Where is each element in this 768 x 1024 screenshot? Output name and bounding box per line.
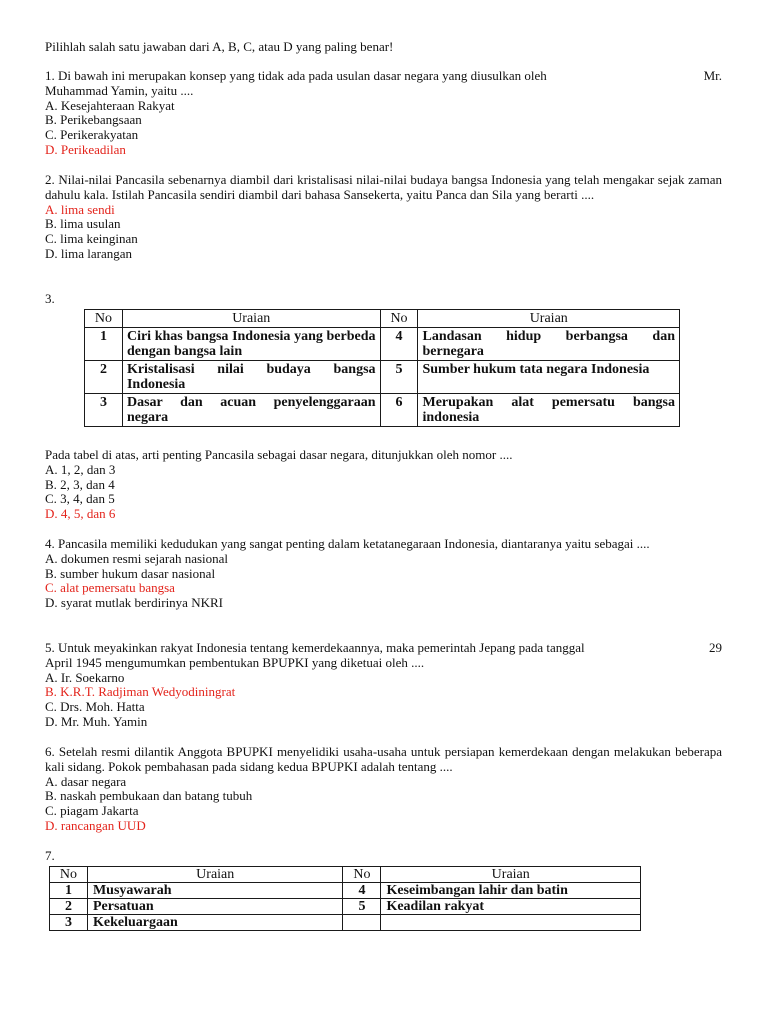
question-6 [45,745,722,834]
option-c: C. Perikerakyatan [45,127,139,143]
option-c: C. Drs. Moh. Hatta [45,699,145,715]
option-a: A. dasar negara [45,773,127,789]
option-d: D. syarat mutlak berdirinya NKRI [45,595,223,611]
table-header: No [343,867,381,883]
table-cell: 3 [50,915,88,931]
option-d: D. Mr. Muh. Yamin [45,713,148,729]
table-cell: Ciri khas bangsa Indonesia yang berbeda dengan bangsa lain [122,328,380,361]
table-header-row [85,310,680,328]
option-b: B. naskah pembukaan dan batang tubuh [45,788,253,804]
option-d: D. lima larangan [45,245,132,261]
table-cell: Dasar dan acuan penyelenggaraan negara [122,394,380,427]
question-4-text: 4. Pancasila memiliki kedudukan yang sangat penting dalam ketatanegaraan Indonesia, diantaranya yaitu sebagai .... [45,536,650,551]
option-b: B. sumber hukum dasar nasional [45,565,216,581]
table-cell: 5 [343,899,381,915]
option-c: C. piagam Jakarta [45,803,139,819]
table-cell: 1 [85,328,123,361]
table-cell: 4 [380,328,418,361]
table-row [50,899,641,915]
question-5-line1: 5. Untuk meyakinkan rakyat Indonesia tentang kemerdekaannya, maka pemerintah Jepang pada tanggal 29 [45,640,722,655]
table-cell: Musyawarah [87,883,343,899]
question-1 [45,69,722,158]
question-7-number: 7. [45,848,55,863]
table-header: No [380,310,418,328]
table-cell: Keseimbangan lahir dan batin [381,883,641,899]
table-cell: Kekeluargaan [87,915,343,931]
question-2 [45,173,722,262]
table-cell: Kristalisasi nilai budaya bangsa Indonesia [122,361,380,394]
question-1-line1: 1. Di bawah ini merupakan konsep yang tidak ada pada usulan dasar negara yang diusulkan oleh Mr. [45,68,722,83]
option-a: A. dokumen resmi sejarah nasional [45,550,229,566]
question-1-line2: Muhammad Yamin, yaitu .... [45,82,194,98]
question-4 [45,537,722,611]
table-cell: 2 [85,361,123,394]
question-3-table [84,309,680,427]
table-cell: Persatuan [87,899,343,915]
option-a: A. 1, 2, dan 3 [45,461,116,477]
table-header: Uraian [122,310,380,328]
question-3-number: 3. [45,291,55,306]
option-a-answer: A. lima sendi [45,201,115,217]
option-c: C. lima keinginan [45,231,138,247]
table-cell: Keadilan rakyat [381,899,641,915]
table-cell: Landasan hidup berbangsa dan bernegara [418,328,680,361]
table-cell: 4 [343,883,381,899]
option-d-answer: D. 4, 5, dan 6 [45,506,116,522]
option-b: B. lima usulan [45,216,121,232]
table-row [85,361,680,394]
question-5 [45,641,722,730]
table-cell: 1 [50,883,88,899]
option-d-answer: D. Perikeadilan [45,141,126,157]
table-row [85,394,680,427]
option-a: A. Kesejahteraan Rakyat [45,97,175,113]
question-3-text: Pada tabel di atas, arti penting Pancasila sebagai dasar negara, ditunjukkan oleh nomor .... [45,447,513,462]
table-header: Uraian [87,867,343,883]
question-2-text: 2. Nilai-nilai Pancasila sebenarnya diambil dari kristalisasi nilai-nilai budaya bangsa Indonesia yang telah mengakar sejak zaman dahulu kala. Istilah Pancasila sendiri diambil dari bahasa Sansekerta, yaitu Panca dan Sila yang berarti .... [45,172,722,202]
question-6-text: 6. Setelah resmi dilantik Anggota BPUPKI menyelidiki usaha-usaha untuk persiapan kemerdekaan dengan melakukan beberapa kali sidang. Pokok pembahasan pada sidang kedua BPUPKI adalah tentang .... [45,744,722,774]
instruction: Pilihlah salah satu jawaban dari A, B, C, atau D yang paling benar! [45,39,394,54]
table-row [85,328,680,361]
table-cell: 6 [380,394,418,427]
table-cell [343,915,381,931]
table-cell: 2 [50,899,88,915]
table-header: No [85,310,123,328]
table-cell: 3 [85,394,123,427]
question-5-line2: April 1945 mengumumkan pembentukan BPUPKI yang diketuai oleh .... [45,654,425,670]
question-7-table [49,866,641,931]
option-c: C. 3, 4, dan 5 [45,491,115,507]
table-header: No [50,867,88,883]
option-c-answer: C. alat pemersatu bangsa [45,580,175,596]
option-a: A. Ir. Soekarno [45,669,125,685]
table-cell [381,915,641,931]
table-row [50,883,641,899]
table-cell: Merupakan alat pemersatu bangsa indonesia [418,394,680,427]
table-header: Uraian [381,867,641,883]
option-b: B. 2, 3, dan 4 [45,476,115,492]
table-header-row [50,867,641,883]
table-cell: 5 [380,361,418,394]
option-b: B. Perikebangsaan [45,112,142,128]
option-d-answer: D. rancangan UUD [45,817,146,833]
table-header: Uraian [418,310,680,328]
table-row [50,915,641,931]
question-3 [45,448,722,522]
table-cell: Sumber hukum tata negara Indonesia [418,361,680,394]
option-b-answer: B. K.R.T. Radjiman Wedyodiningrat [45,684,236,700]
